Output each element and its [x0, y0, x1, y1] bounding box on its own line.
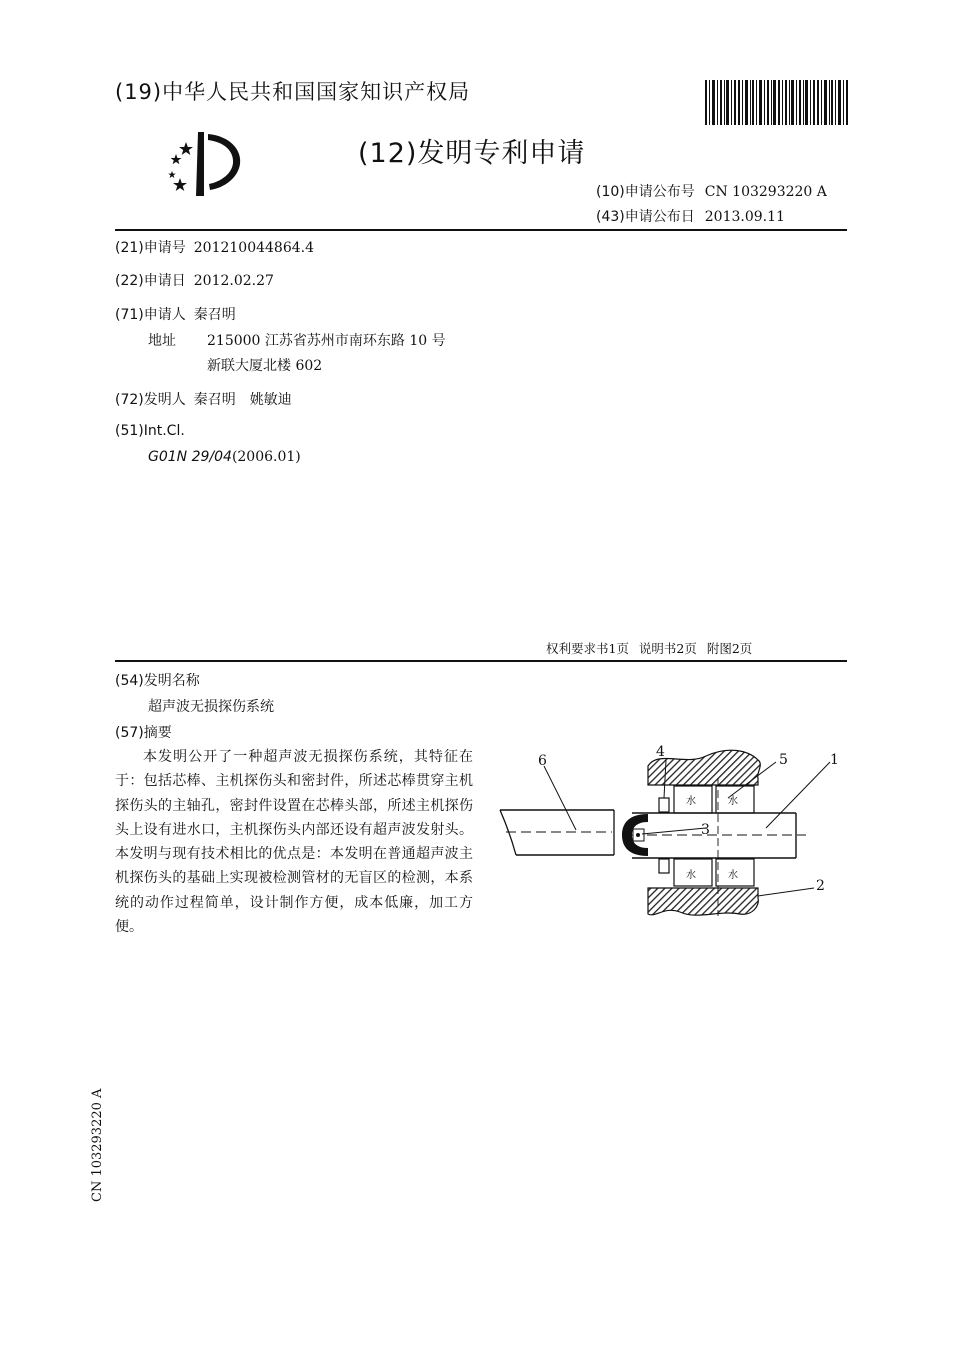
side-publication-number-text: CN 103293220 A	[90, 1088, 105, 1202]
figure-label-1: 1	[830, 752, 839, 768]
ipc-code: G01N 29/04	[148, 449, 232, 465]
abstract-figure	[496, 738, 856, 923]
inventors-label: (72)发明人	[115, 392, 186, 408]
water-label: 水	[728, 796, 738, 807]
mandrel-tube	[500, 810, 614, 855]
figure-label-6: 6	[538, 753, 547, 769]
document-type: (12)发明专利申请	[358, 138, 586, 169]
publication-date-label: (43)申请公布日	[596, 209, 695, 225]
water-label: 水	[686, 796, 696, 807]
publication-date-row	[596, 206, 785, 226]
water-label: 水	[686, 870, 696, 881]
side-publication-number	[88, 1078, 110, 1203]
ipc-edition: (2006.01)	[231, 449, 301, 465]
inventors-row	[115, 389, 292, 409]
figure-label-4: 4	[656, 744, 665, 760]
figure-label-3: 3	[701, 822, 710, 838]
figure-label-5: 5	[779, 752, 788, 768]
applicant-label: (71)申请人	[115, 307, 186, 323]
applicant-row	[115, 304, 236, 324]
application-date: 2012.02.27	[193, 273, 274, 289]
header-divider	[115, 229, 847, 231]
seal-plug	[622, 814, 648, 856]
publication-number-row	[596, 181, 827, 201]
barcode	[705, 80, 848, 125]
page-counts: 权利要求书1页 说明书2页 附图2页	[546, 641, 753, 656]
application-date-label: (22)申请日	[115, 273, 186, 289]
application-number-label: (21)申请号	[115, 240, 186, 256]
address-line-1: 215000 江苏省苏州市南环东路 10 号	[207, 333, 446, 349]
abstract-divider	[115, 660, 847, 662]
office-emblem-icon	[158, 130, 248, 200]
main-probe-head	[632, 750, 806, 916]
int-cl-label: (51)Int.Cl.	[115, 423, 185, 439]
invention-title-heading: (54)发明名称	[115, 673, 200, 689]
application-date-row	[115, 270, 274, 290]
ipc-classification	[148, 449, 301, 465]
application-number: 201210044864.4	[193, 240, 314, 256]
inventors: 秦召明 姚敏迪	[193, 392, 292, 408]
invention-title: 超声波无损探伤系统	[148, 699, 274, 715]
publication-number-label: (10)申请公布号	[596, 184, 695, 200]
figure-label-2: 2	[816, 878, 825, 894]
application-number-row	[115, 237, 314, 257]
publication-date: 2013.09.11	[704, 209, 785, 225]
address-line-2: 新联大厦北楼 602	[207, 358, 323, 374]
abstract-text: 本发明公开了一种超声波无损探伤系统，其特征在于：包括芯棒、主机探伤头和密封件，所述芯棒贯穿主机探伤头的主轴孔，密封件设置在芯棒头部，所述主机探伤头上设有进水口，主机探伤头内部还设有超声波发射头。本发明与现有技术相比的优点是：本发明在普通超声波主机探伤头的基础上实现被检测管材的无盲区的检测，本系统的动作过程简单，设计制作方便，成本低廉，加工方便。	[115, 749, 473, 936]
address-label: 地址	[148, 333, 176, 349]
abstract-heading: (57)摘要	[115, 725, 172, 741]
water-label: 水	[728, 870, 738, 881]
applicant: 秦召明	[193, 307, 236, 323]
publication-number: CN 103293220 A	[704, 184, 827, 200]
issuing-office: (19)中华人民共和国国家知识产权局	[115, 80, 471, 104]
int-cl-row	[115, 423, 185, 439]
